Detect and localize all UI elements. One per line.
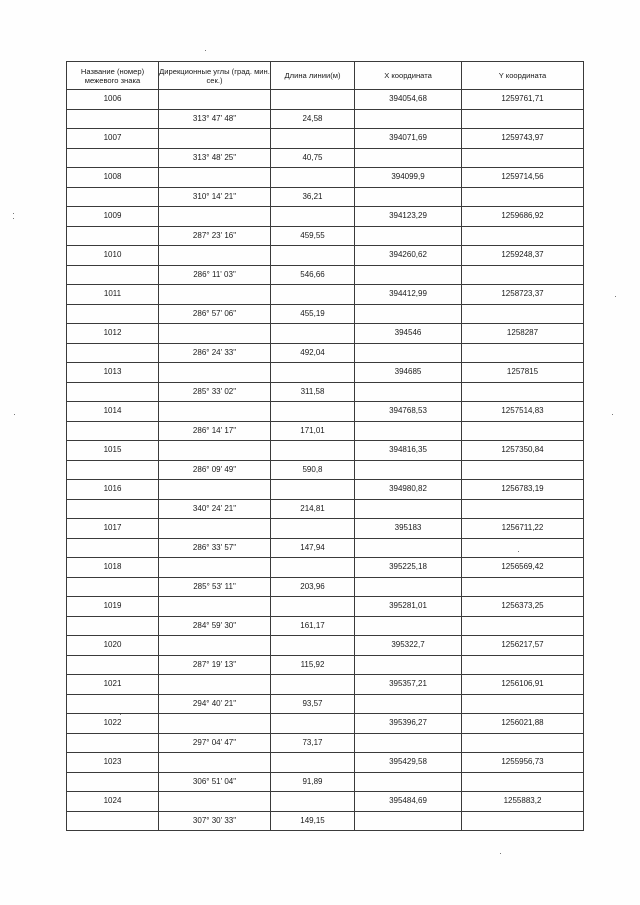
bearing-cell: 286° 11' 03"	[159, 265, 271, 285]
y-coordinate-cell: 1255956,73	[462, 753, 584, 773]
line-length-cell	[271, 168, 355, 188]
table-row	[67, 441, 584, 461]
y-coordinate-cell: 1256783,19	[462, 480, 584, 500]
y-coordinate-cell: 1256217,57	[462, 636, 584, 656]
point-name-cell: 1019	[67, 597, 159, 617]
x-coordinate-cell: 395322,7	[355, 636, 462, 656]
bearing-cell: 284° 59' 30"	[159, 616, 271, 636]
point-name-cell	[67, 811, 159, 831]
point-name-cell: 1024	[67, 792, 159, 812]
x-coordinate-cell: 394071,69	[355, 129, 462, 149]
bearing-cell: 286° 33' 57"	[159, 538, 271, 558]
x-coordinate-cell	[355, 499, 462, 519]
x-coordinate-cell	[355, 109, 462, 129]
x-coordinate-cell: 395281,01	[355, 597, 462, 617]
x-coordinate-cell: 394260,62	[355, 246, 462, 266]
header-x-coordinate: X координата	[355, 62, 462, 90]
y-coordinate-cell	[462, 811, 584, 831]
x-coordinate-cell: 394685	[355, 363, 462, 383]
bearing-cell	[159, 363, 271, 383]
y-coordinate-cell	[462, 187, 584, 207]
table-row	[67, 792, 584, 812]
y-coordinate-cell: 1259743,97	[462, 129, 584, 149]
point-name-cell	[67, 265, 159, 285]
x-coordinate-cell	[355, 460, 462, 480]
line-length-cell: 492,04	[271, 343, 355, 363]
table-header-row	[67, 62, 584, 90]
x-coordinate-cell: 394768,53	[355, 402, 462, 422]
table-row	[67, 636, 584, 656]
table-row	[67, 343, 584, 363]
point-name-cell: 1012	[67, 324, 159, 344]
line-length-cell	[271, 792, 355, 812]
point-name-cell	[67, 382, 159, 402]
table-row	[67, 499, 584, 519]
header-bearing: Дирекционные углы (град. мин. сек.)	[159, 62, 271, 90]
y-coordinate-cell	[462, 226, 584, 246]
point-name-cell: 1011	[67, 285, 159, 305]
bearing-cell: 307° 30' 33"	[159, 811, 271, 831]
point-name-cell	[67, 772, 159, 792]
table-row	[67, 460, 584, 480]
x-coordinate-cell	[355, 733, 462, 753]
header-y-coordinate: Y координата	[462, 62, 584, 90]
table-row	[67, 324, 584, 344]
bearing-cell: 294° 40' 21"	[159, 694, 271, 714]
line-length-cell	[271, 363, 355, 383]
x-coordinate-cell: 395183	[355, 519, 462, 539]
bearing-cell	[159, 207, 271, 227]
table-body	[67, 90, 584, 831]
bearing-cell: 286° 24' 33"	[159, 343, 271, 363]
line-length-cell	[271, 714, 355, 734]
line-length-cell: 214,81	[271, 499, 355, 519]
y-coordinate-cell	[462, 148, 584, 168]
line-length-cell	[271, 129, 355, 149]
bearing-cell	[159, 714, 271, 734]
line-length-cell	[271, 753, 355, 773]
x-coordinate-cell: 395396,27	[355, 714, 462, 734]
y-coordinate-cell	[462, 460, 584, 480]
line-length-cell	[271, 246, 355, 266]
point-name-cell	[67, 538, 159, 558]
table-row	[67, 265, 584, 285]
bearing-cell: 286° 14' 17"	[159, 421, 271, 441]
table-row	[67, 382, 584, 402]
table-row	[67, 168, 584, 188]
bearing-cell	[159, 168, 271, 188]
x-coordinate-cell	[355, 811, 462, 831]
table-row	[67, 226, 584, 246]
bearing-cell: 297° 04' 47"	[159, 733, 271, 753]
x-coordinate-cell: 395357,21	[355, 675, 462, 695]
line-length-cell: 149,15	[271, 811, 355, 831]
x-coordinate-cell	[355, 304, 462, 324]
line-length-cell: 24,58	[271, 109, 355, 129]
point-name-cell	[67, 226, 159, 246]
point-name-cell	[67, 460, 159, 480]
point-name-cell	[67, 577, 159, 597]
bearing-cell	[159, 402, 271, 422]
y-coordinate-cell: 1258287	[462, 324, 584, 344]
point-name-cell: 1023	[67, 753, 159, 773]
table-row	[67, 519, 584, 539]
y-coordinate-cell	[462, 694, 584, 714]
y-coordinate-cell	[462, 421, 584, 441]
line-length-cell: 171,01	[271, 421, 355, 441]
x-coordinate-cell: 394412,99	[355, 285, 462, 305]
point-name-cell: 1018	[67, 558, 159, 578]
line-length-cell: 203,96	[271, 577, 355, 597]
x-coordinate-cell: 394546	[355, 324, 462, 344]
point-name-cell: 1015	[67, 441, 159, 461]
line-length-cell: 40,75	[271, 148, 355, 168]
y-coordinate-cell	[462, 382, 584, 402]
x-coordinate-cell	[355, 148, 462, 168]
point-name-cell	[67, 655, 159, 675]
bearing-cell: 340° 24' 21"	[159, 499, 271, 519]
point-name-cell: 1009	[67, 207, 159, 227]
table-row	[67, 753, 584, 773]
bearing-cell	[159, 324, 271, 344]
y-coordinate-cell	[462, 733, 584, 753]
line-length-cell	[271, 597, 355, 617]
line-length-cell: 93,57	[271, 694, 355, 714]
header-line-length: Длина линии(м)	[271, 62, 355, 90]
point-name-cell: 1010	[67, 246, 159, 266]
bearing-cell	[159, 129, 271, 149]
bearing-cell: 286° 09' 49"	[159, 460, 271, 480]
line-length-cell: 161,17	[271, 616, 355, 636]
y-coordinate-cell: 1258723,37	[462, 285, 584, 305]
point-name-cell	[67, 109, 159, 129]
point-name-cell: 1016	[67, 480, 159, 500]
table-row	[67, 675, 584, 695]
bearing-cell: 313° 47' 48"	[159, 109, 271, 129]
bearing-cell	[159, 675, 271, 695]
table-row	[67, 577, 584, 597]
y-coordinate-cell: 1256106,91	[462, 675, 584, 695]
header-point-name: Название (номер) межевого знака	[67, 62, 159, 90]
line-length-cell	[271, 636, 355, 656]
table-row	[67, 421, 584, 441]
table-row	[67, 733, 584, 753]
table-row	[67, 772, 584, 792]
y-coordinate-cell: 1259761,71	[462, 90, 584, 110]
x-coordinate-cell: 395429,58	[355, 753, 462, 773]
point-name-cell	[67, 304, 159, 324]
bearing-cell	[159, 519, 271, 539]
y-coordinate-cell	[462, 655, 584, 675]
y-coordinate-cell: 1256373,25	[462, 597, 584, 617]
bearing-cell: 310° 14' 21"	[159, 187, 271, 207]
y-coordinate-cell: 1255883,2	[462, 792, 584, 812]
table-row	[67, 285, 584, 305]
x-coordinate-cell: 394123,29	[355, 207, 462, 227]
boundary-coordinates-table	[66, 61, 584, 831]
line-length-cell	[271, 558, 355, 578]
point-name-cell: 1022	[67, 714, 159, 734]
bearing-cell	[159, 480, 271, 500]
line-length-cell: 73,17	[271, 733, 355, 753]
table-row	[67, 207, 584, 227]
y-coordinate-cell: 1259686,92	[462, 207, 584, 227]
bearing-cell	[159, 636, 271, 656]
line-length-cell	[271, 207, 355, 227]
x-coordinate-cell	[355, 226, 462, 246]
bearing-cell	[159, 792, 271, 812]
bearing-cell: 286° 57' 06"	[159, 304, 271, 324]
x-coordinate-cell	[355, 772, 462, 792]
line-length-cell	[271, 402, 355, 422]
table-row	[67, 246, 584, 266]
bearing-cell: 287° 19' 13"	[159, 655, 271, 675]
table-row	[67, 694, 584, 714]
x-coordinate-cell: 395225,18	[355, 558, 462, 578]
point-name-cell	[67, 616, 159, 636]
table-row	[67, 129, 584, 149]
point-name-cell	[67, 694, 159, 714]
bearing-cell	[159, 90, 271, 110]
line-length-cell: 546,66	[271, 265, 355, 285]
y-coordinate-cell: 1259248,37	[462, 246, 584, 266]
point-name-cell	[67, 343, 159, 363]
y-coordinate-cell	[462, 772, 584, 792]
bearing-cell: 285° 33' 02"	[159, 382, 271, 402]
y-coordinate-cell: 1257514,83	[462, 402, 584, 422]
y-coordinate-cell: 1257815	[462, 363, 584, 383]
bearing-cell: 285° 53' 11"	[159, 577, 271, 597]
y-coordinate-cell	[462, 616, 584, 636]
x-coordinate-cell	[355, 655, 462, 675]
x-coordinate-cell	[355, 577, 462, 597]
point-name-cell: 1017	[67, 519, 159, 539]
line-length-cell: 36,21	[271, 187, 355, 207]
table-row	[67, 597, 584, 617]
bearing-cell: 306° 51' 04"	[159, 772, 271, 792]
point-name-cell: 1020	[67, 636, 159, 656]
line-length-cell	[271, 519, 355, 539]
table-row	[67, 187, 584, 207]
y-coordinate-cell: 1256021,88	[462, 714, 584, 734]
line-length-cell	[271, 90, 355, 110]
bearing-cell	[159, 285, 271, 305]
table-row	[67, 538, 584, 558]
bearing-cell	[159, 558, 271, 578]
y-coordinate-cell	[462, 109, 584, 129]
line-length-cell	[271, 441, 355, 461]
x-coordinate-cell	[355, 616, 462, 636]
point-name-cell	[67, 148, 159, 168]
point-name-cell	[67, 421, 159, 441]
bearing-cell	[159, 441, 271, 461]
table-row	[67, 480, 584, 500]
y-coordinate-cell	[462, 343, 584, 363]
table-row	[67, 558, 584, 578]
line-length-cell	[271, 285, 355, 305]
table-row	[67, 109, 584, 129]
point-name-cell: 1007	[67, 129, 159, 149]
table-row	[67, 363, 584, 383]
line-length-cell: 91,89	[271, 772, 355, 792]
line-length-cell: 459,55	[271, 226, 355, 246]
y-coordinate-cell	[462, 499, 584, 519]
table-row	[67, 616, 584, 636]
y-coordinate-cell	[462, 577, 584, 597]
table-row	[67, 811, 584, 831]
point-name-cell	[67, 733, 159, 753]
line-length-cell	[271, 675, 355, 695]
bearing-cell: 287° 23' 16"	[159, 226, 271, 246]
x-coordinate-cell	[355, 343, 462, 363]
table-row	[67, 90, 584, 110]
bearing-cell: 313° 48' 25"	[159, 148, 271, 168]
point-name-cell: 1008	[67, 168, 159, 188]
point-name-cell	[67, 187, 159, 207]
line-length-cell	[271, 324, 355, 344]
table-row	[67, 655, 584, 675]
point-name-cell: 1021	[67, 675, 159, 695]
x-coordinate-cell: 394980,82	[355, 480, 462, 500]
point-name-cell: 1014	[67, 402, 159, 422]
y-coordinate-cell	[462, 538, 584, 558]
x-coordinate-cell	[355, 382, 462, 402]
x-coordinate-cell: 395484,69	[355, 792, 462, 812]
y-coordinate-cell	[462, 265, 584, 285]
bearing-cell	[159, 753, 271, 773]
table-row	[67, 402, 584, 422]
y-coordinate-cell: 1259714,56	[462, 168, 584, 188]
point-name-cell	[67, 499, 159, 519]
line-length-cell: 590,8	[271, 460, 355, 480]
line-length-cell: 147,94	[271, 538, 355, 558]
x-coordinate-cell	[355, 538, 462, 558]
table-row	[67, 148, 584, 168]
y-coordinate-cell: 1257350,84	[462, 441, 584, 461]
line-length-cell: 115,92	[271, 655, 355, 675]
x-coordinate-cell	[355, 421, 462, 441]
table-row	[67, 714, 584, 734]
point-name-cell: 1006	[67, 90, 159, 110]
x-coordinate-cell	[355, 694, 462, 714]
bearing-cell	[159, 597, 271, 617]
table-row	[67, 304, 584, 324]
y-coordinate-cell: 1256711,22	[462, 519, 584, 539]
point-name-cell: 1013	[67, 363, 159, 383]
x-coordinate-cell: 394816,35	[355, 441, 462, 461]
x-coordinate-cell	[355, 187, 462, 207]
y-coordinate-cell	[462, 304, 584, 324]
x-coordinate-cell	[355, 265, 462, 285]
line-length-cell	[271, 480, 355, 500]
line-length-cell: 455,19	[271, 304, 355, 324]
y-coordinate-cell: 1256569,42	[462, 558, 584, 578]
line-length-cell: 311,58	[271, 382, 355, 402]
x-coordinate-cell: 394099,9	[355, 168, 462, 188]
bearing-cell	[159, 246, 271, 266]
x-coordinate-cell: 394054,68	[355, 90, 462, 110]
